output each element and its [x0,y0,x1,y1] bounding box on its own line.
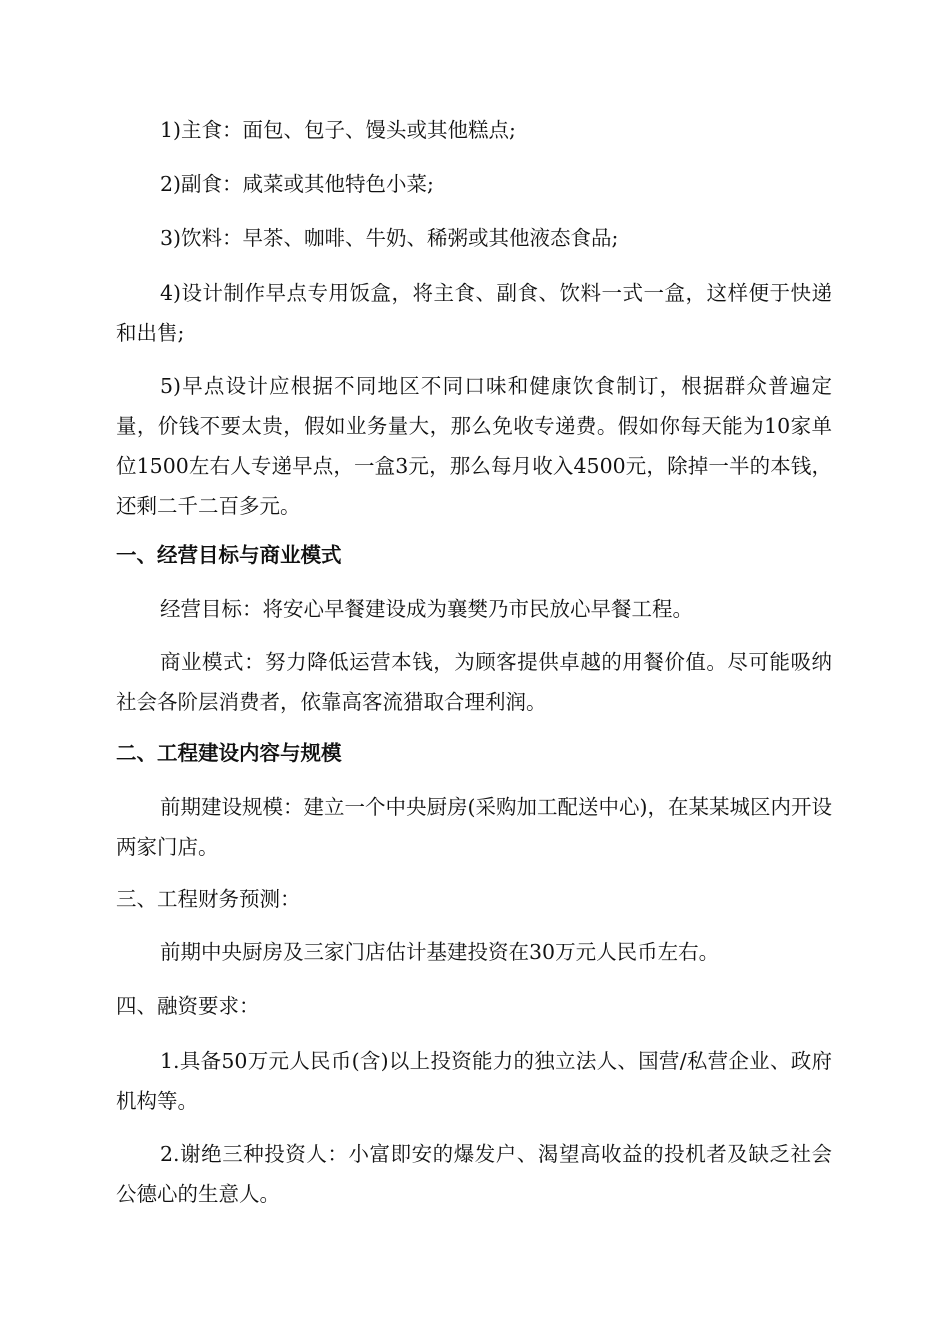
item-lunchbox: 4)设计制作早点专用饭盒，将主食、副食、饮料一式一盒，这样便于快递和出售; [116,281,832,345]
section-heading-financial: 三、工程财务预测： [116,887,301,911]
section-heading-goals: 一、经营目标与商业模式 [116,543,342,567]
financial-forecast: 前期中央厨房及三家门店估计基建投资在30万元人民币左右。 [160,940,720,964]
item-side-dish: 2)副食：咸菜或其他特色小菜; [160,172,434,196]
financing-requirement-2: 2.谢绝三种投资人：小富即安的爆发户、渴望高收益的投机者及缺乏社会公德心的生意人。 [116,1142,832,1206]
financing-requirement-1: 1.具备50万元人民币(含)以上投资能力的独立法人、国营/私营企业、政府机构等。 [116,1049,832,1113]
item-breakfast-design: 5)早点设计应根据不同地区不同口味和健康饮食制订，根据群众普遍定量，价钱不要太贵，假如业务量大，那么免收专递费。假如你每天能为10家单位1500左右人专递早点，一盒3元，那么每月收入4500元，除掉一半的本钱，还剩二千二百多元。 [116,374,832,518]
business-model: 商业模式：努力降低运营本钱，为顾客提供卓越的用餐价值。尽可能吸纳社会各阶层消费者，依靠高客流猎取合理利润。 [116,650,832,714]
item-staple-food: 1)主食：面包、包子、馒头或其他糕点; [160,118,516,142]
section-heading-financing: 四、融资要求： [116,994,260,1018]
section-heading-construction: 二、工程建设内容与规模 [116,741,342,765]
construction-scale: 前期建设规模：建立一个中央厨房(采购加工配送中心)，在某某城区内开设两家门店。 [116,795,832,859]
business-goal: 经营目标：将安心早餐建设成为襄樊乃市民放心早餐工程。 [160,597,693,621]
item-beverage: 3)饮料：早茶、咖啡、牛奶、稀粥或其他液态食品; [160,226,619,250]
